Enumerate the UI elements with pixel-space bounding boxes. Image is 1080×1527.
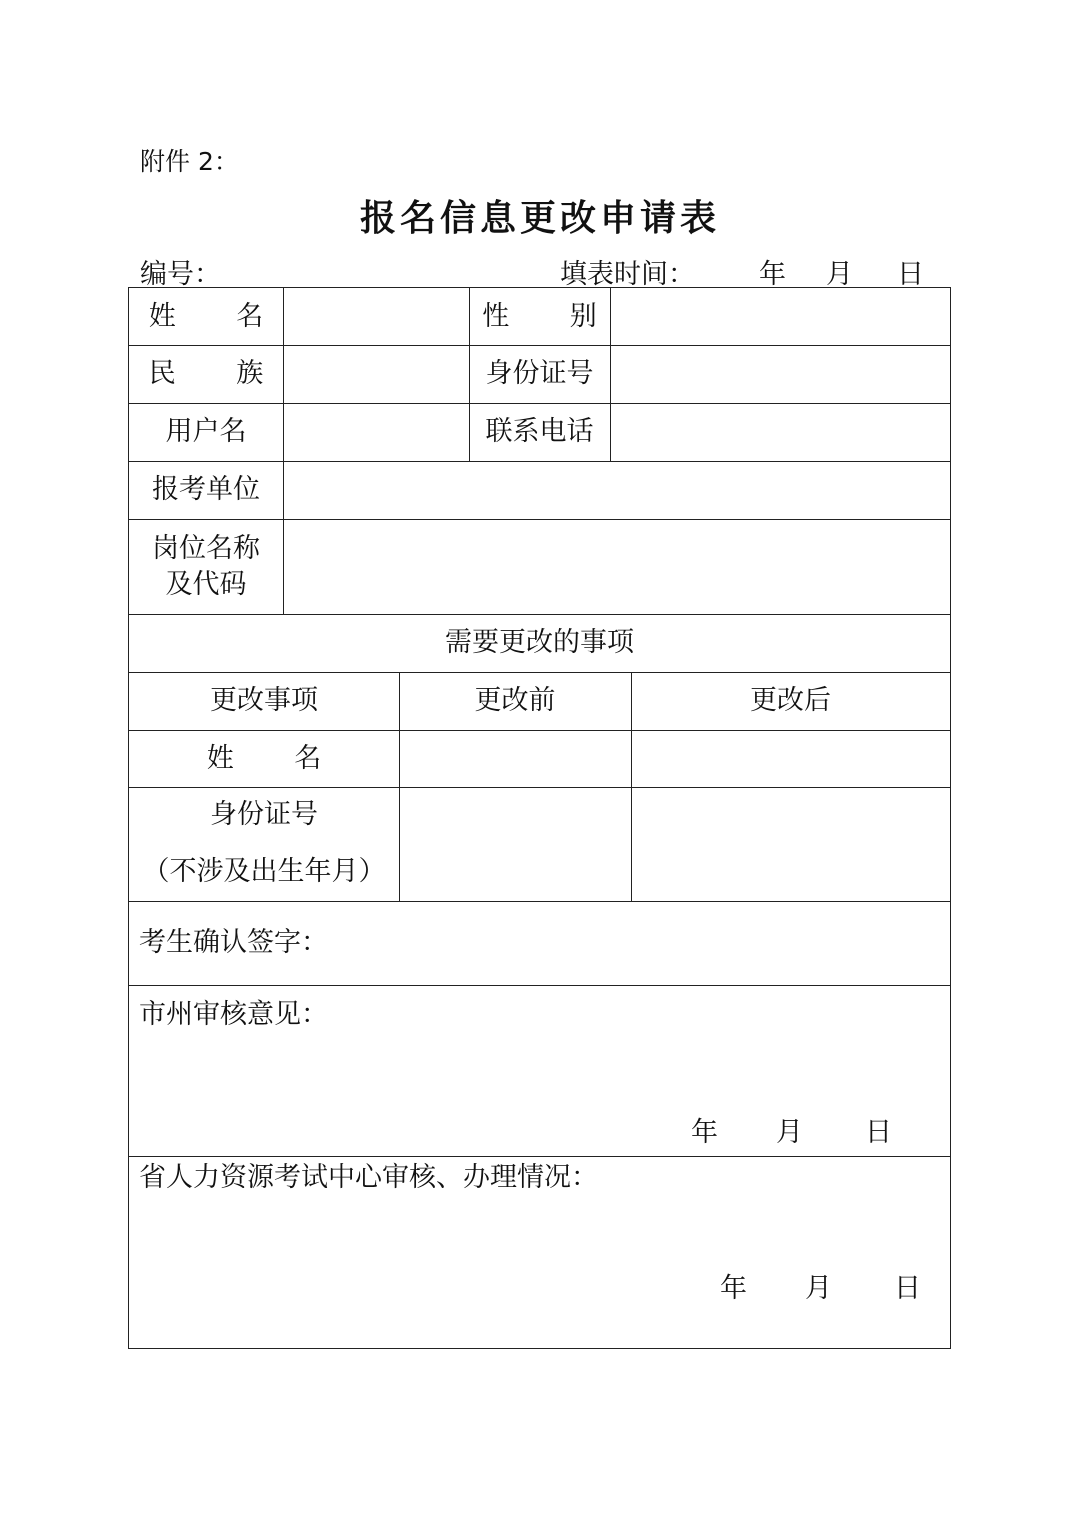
changes-section-title: 需要更改的事项: [445, 627, 634, 659]
change-id-label-line2: （不涉及出生年月）: [142, 856, 386, 887]
province-review-field[interactable]: [129, 1156, 950, 1348]
col-after-header: 更改后: [750, 685, 831, 717]
username-label: 用户名: [165, 416, 247, 448]
province-year: 年: [720, 1273, 747, 1304]
change-name-label: 姓 名: [206, 742, 348, 774]
name-before-field[interactable]: [401, 730, 631, 787]
confirm-signature-field[interactable]: [129, 901, 950, 985]
id-before-field[interactable]: [401, 787, 631, 901]
city-day: 日: [865, 1117, 892, 1148]
username-field[interactable]: [285, 403, 469, 461]
employer-field[interactable]: [285, 461, 950, 519]
phone-label: 联系电话: [485, 416, 594, 448]
city-year: 年: [691, 1117, 718, 1148]
name-label-cell: [129, 288, 290, 345]
ethnicity-label: 民 族: [148, 358, 290, 390]
ethnicity-field[interactable]: [285, 345, 469, 403]
id-field[interactable]: [612, 345, 950, 403]
ethnicity-label-cell: [129, 345, 290, 403]
employer-label: 报考单位: [152, 474, 260, 506]
position-label-line2: 及代码: [165, 568, 247, 600]
province-review-date: [720, 1266, 921, 1305]
position-field[interactable]: [285, 519, 950, 614]
fill-month: 月: [826, 259, 853, 290]
city-month: 月: [776, 1117, 803, 1148]
name-after-field[interactable]: [633, 730, 950, 787]
province-month: 月: [805, 1273, 832, 1304]
application-form-table: [128, 287, 951, 1349]
gender-label: 性 别: [482, 300, 623, 332]
id-label: 身份证号: [485, 358, 594, 390]
position-label: [129, 519, 283, 614]
col-before-header: 更改前: [474, 685, 556, 717]
id-after-field[interactable]: [633, 787, 950, 901]
gender-label-cell: [469, 288, 623, 345]
province-day: 日: [894, 1273, 921, 1304]
phone-field[interactable]: [612, 403, 950, 461]
gender-field[interactable]: [612, 288, 950, 345]
fill-year: 年: [759, 259, 786, 290]
name-field[interactable]: [285, 288, 469, 345]
city-review-date: [691, 1110, 892, 1149]
position-label-line1: 岗位名称: [152, 533, 260, 565]
form-title: 报名信息更改申请表: [359, 197, 720, 239]
fill-time: [560, 252, 924, 291]
attachment-label: 附件 2：: [140, 147, 239, 176]
number-label: 编号：: [140, 259, 221, 290]
confirm-label: 考生确认签字：: [139, 927, 328, 959]
change-name-label-cell: [129, 730, 399, 787]
province-review-label: 省人力资源考试中心审核、办理情况：: [139, 1162, 598, 1193]
name-label: 姓 名: [148, 300, 290, 332]
fill-day: 日: [897, 259, 924, 290]
change-id-label-line1: 身份证号: [210, 799, 318, 831]
col-item-header: 更改事项: [210, 685, 318, 717]
change-id-label: [129, 787, 399, 901]
fill-time-label: 填表时间：: [560, 259, 695, 290]
city-review-label: 市州审核意见：: [139, 999, 328, 1030]
